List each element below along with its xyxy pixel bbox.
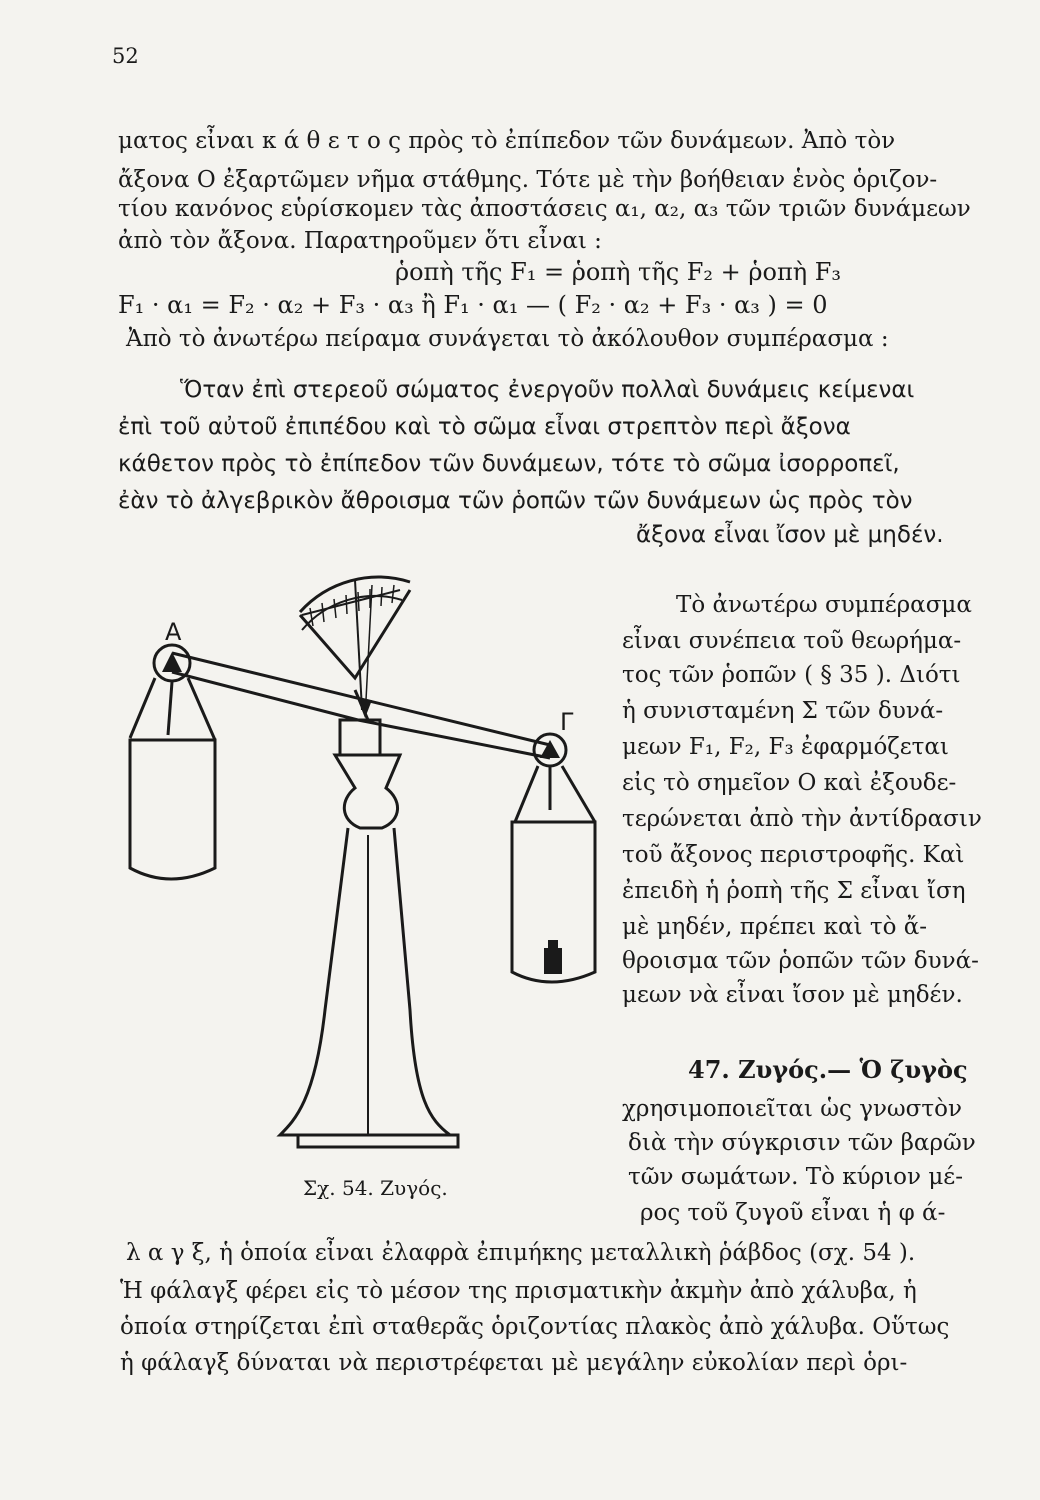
section-full-line: Ἡ φάλαγξ φέρει εἰς τὸ μέσον της πρισματικὴν ἀκμὴν ἀπὸ χάλυβα, ἡ (120, 1278, 917, 1304)
weight-knob (548, 940, 558, 950)
formula-equilibrium: F₁ · α₁ = F₂ · α₂ + F₃ · α₃ ἢ F₁ · α₁ — ( F₂ · α₂ + F₃ · α₃ ) = 0 (118, 291, 828, 319)
column-line: μεων F₁, F₂, F₃ ἐφαρμόζεται (622, 734, 949, 760)
rule-line: ἄξονα εἶναι ἴσον μὲ μηδέν. (636, 522, 944, 548)
weight-block (544, 948, 562, 974)
label-Gamma: Γ (560, 708, 574, 736)
column-line: ἐπειδὴ ἡ ῥοπὴ τῆς Σ εἶναι ἴση (622, 878, 966, 904)
rule-line: κάθετον πρὸς τὸ ἐπίπεδον τῶν δυνάμεων, τότε τὸ σῶμα ἰσορροπεῖ, (118, 451, 900, 477)
column-line: μὲ μηδέν, πρέπει καὶ τὸ ἄ- (622, 914, 928, 940)
formula-moment-sum: ῥοπὴ τῆς F₁ = ῥοπὴ τῆς F₂ + ῥοπὴ F₃ (395, 258, 842, 286)
label-A: Α (165, 618, 182, 646)
balance-scale-figure (110, 560, 610, 1170)
page-number: 52 (112, 44, 139, 68)
column-line: εἰς τὸ σημεῖον Ο καὶ ἐξουδε- (622, 770, 957, 796)
rule-line: Ὅταν ἐπὶ στερεοῦ σώματος ἐνεργοῦν πολλαὶ δυνάμεις κείμεναι (180, 377, 915, 403)
section-heading-line (688, 1055, 968, 1086)
section-line: διὰ τὴν σύγκρισιν τῶν βαρῶν (628, 1130, 976, 1156)
conclusion-intro: Ἀπὸ τὸ ἀνωτέρω πείραμα συνάγεται τὸ ἀκόλουθον συμπέρασμα : (126, 326, 889, 352)
figure-caption: Σχ. 54. Ζυγός. (303, 1176, 448, 1200)
column-line: Τὸ ἀνωτέρω συμπέρασμα (676, 592, 972, 618)
rule-line: ἐὰν τὸ ἀλγεβρικὸν ἄθροισμα τῶν ῥοπῶν τῶν δυνάμεων ὡς πρὸς τὸν (118, 488, 913, 514)
column-line: ἡ συνισταμένη Σ τῶν δυνά- (622, 698, 944, 724)
rule-line: ἐπὶ τοῦ αὐτοῦ ἐπιπέδου καὶ τὸ σῶμα εἶναι στρεπτὸν περὶ ἄξονα (118, 414, 851, 440)
section-heading: 47. Ζυγός.— (688, 1055, 852, 1084)
text-line: ἀπὸ τὸν ἄξονα. Παρατηροῦμεν ὅτι εἶναι : (118, 228, 602, 254)
column-line: τοῦ ἄξονος περιστροφῆς. Καὶ (622, 842, 965, 868)
section-line: ρος τοῦ ζυγοῦ εἶναι ἡ φ ά- (640, 1200, 946, 1226)
text-line: ματος εἶναι κ ά θ ε τ ο ς πρὸς τὸ ἐπίπεδον τῶν δυνάμεων. Ἀπὸ τὸν (118, 128, 896, 154)
column-line: τερώνεται ἀπὸ τὴν ἀντίδρασιν (622, 806, 982, 832)
fulcrum-marker (358, 700, 372, 718)
section-heading-subject: Ὁ ζυγὸς (851, 1055, 968, 1084)
section-line: χρησιμοποιεῖται ὡς γνωστὸν (622, 1096, 962, 1122)
text-line: ἄξονα Ο ἐξαρτῶμεν νῆμα στάθμης. Τότε μὲ τὴν βοήθειαν ἑνὸς ὁριζον- (118, 167, 938, 193)
column-line: εἶναι συνέπεια τοῦ θεωρήμα- (622, 628, 962, 654)
column-line: μεων νὰ εἶναι ἴσον μὲ μηδέν. (622, 982, 963, 1008)
section-full-line: ὁποία στηρίζεται ἐπὶ σταθερᾶς ὁριζοντίας πλακὸς ἀπὸ χάλυβα. Οὕτως (120, 1314, 950, 1340)
text-line: τίου κανόνος εὑρίσκομεν τὰς ἀποστάσεις α₁, α₂, α₃ τῶν τριῶν δυνάμεων (118, 196, 971, 222)
column-line: τος τῶν ῥοπῶν ( § 35 ). Διότι (622, 662, 961, 688)
section-line: τῶν σωμάτων. Τὸ κύριον μέ- (628, 1164, 963, 1190)
section-full-line: ἡ φάλαγξ δύναται νὰ περιστρέφεται μὲ μεγάλην εὐκολίαν περὶ ὁρι- (120, 1350, 908, 1376)
section-full-line: λ α γ ξ, ἡ ὁποία εἶναι ἐλαφρὰ ἐπιμήκης μεταλλικὴ ῥάβδος (σχ. 54 ). (126, 1240, 916, 1266)
column-line: θροισμα τῶν ῥοπῶν τῶν δυνά- (622, 948, 979, 974)
